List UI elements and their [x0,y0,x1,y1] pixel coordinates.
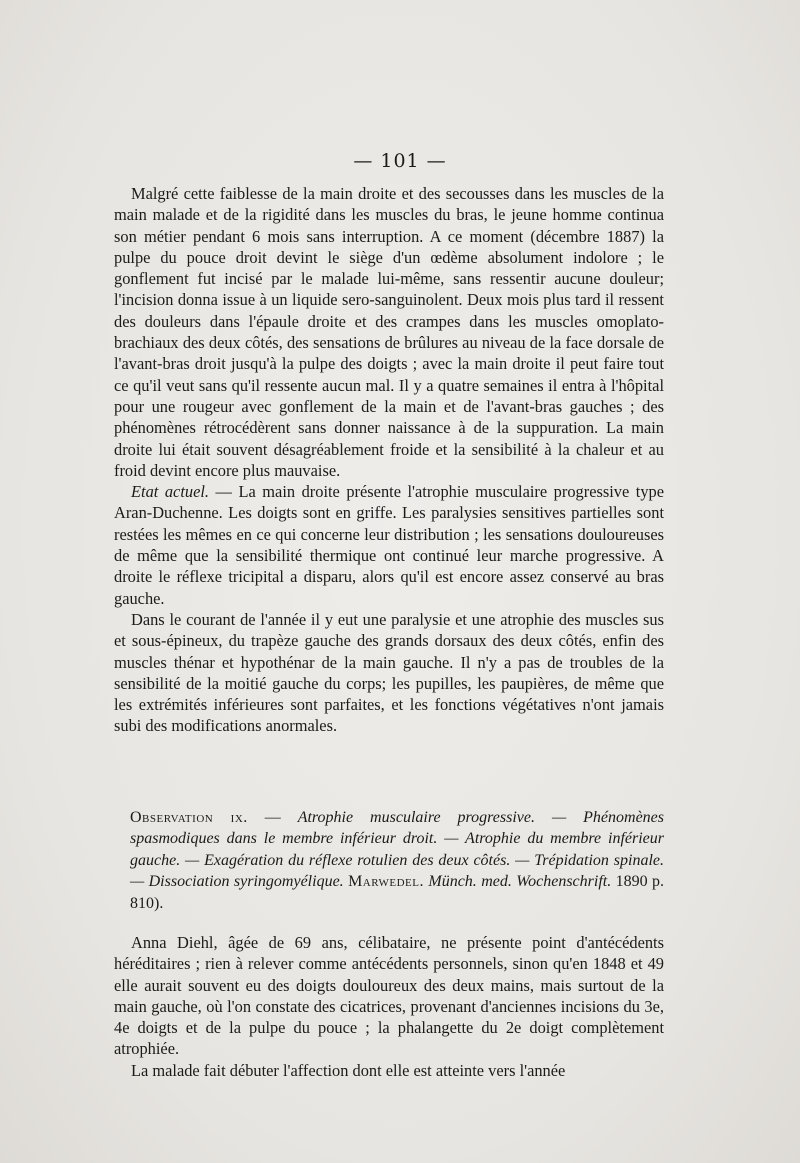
paragraph: Malgré cette faiblesse de la main droite et des secousses dans les muscles de la main malade et de la rigidité dans les muscles du bras, le jeune homme continua son métier pendant 6 mois sans interruption. A ce moment (décembre 1887) la pulpe du pouce droit devint le siège d'un œdème absolument indolore ; le gonflement fut incisé par le malade lui-même, sans ressentir aucune douleur; l'incision donna issue à un liquide sero-sanguinolent. Deux mois plus tard il ressent des douleurs dans l'épaule droite et des crampes dans les muscles omoplato-brachiaux des deux côtés, des sensations de brûlures au niveau de la face dorsale de l'avant-bras droit jusqu'à la pulpe des doigts ; avec la main droite il peut faire tout ce qu'il veut sans qu'il ressente aucun mal. Il y a quatre semaines il entra à l'hôpital pour une rougeur avec gonflement de la main et de l'avant-bras gauches ; des phénomènes rétrocédèrent sans donner naissance à de la suppuration. La main droite lui était souvent désagréablement froide et la sensibilité à la chaleur et au froid devint encore plus mauvaise. [114,184,664,480]
observation-label: Observation ix. [130,809,248,826]
paragraph: Anna Diehl, âgée de 69 ans, célibataire, ne présente point d'antécédents héréditaires ; rien à relever comme antécédents personnels, sinon qu'en 1848 et 49 elle aurait souvent eu des doigts douloureux des deux mains, mais surtout de la main gauche, où l'on constate des cicatrices, provenant d'anciennes incisions du 3e, 4e doigts et de la pulpe du pouce ; la phalangette du 2e doigt complètement atrophiée. [114,933,664,1059]
dash: — [209,482,239,502]
observation-author: Marwedel. [348,873,424,891]
text-block-bottom [114,932,664,1081]
paragraph: La malade fait débuter l'affection dont elle est atteinte vers l'année [131,1060,566,1080]
observation-journal: Münch. med. Wochenschrift. [428,873,612,891]
observation-heading [114,807,664,914]
text-block-top [114,183,664,737]
page-number: — 101 — [353,150,447,172]
paragraph-etat-actuel [114,481,664,609]
paragraph-text: La main droite présente l'atrophie musculaire progressive type Aran-Duchenne. Les doigts sont en griffe. Les paralysies sensitives partielles sont restées les mêmes en ce qui concerne leur distribution ; les sensations douloureuses de même que la sensibilité thermique ont continué leur marche progressive. A droite le réflexe tricipital a disparu, alors qu'il est encore assez conservé au bras gauche. [114,482,664,608]
dash: — [247,809,298,826]
observation-reference: 1890 p. 810). [130,873,665,912]
paragraph: Dans le courant de l'année il y eut une paralysie et une atrophie des muscles sus et sous-épineux, du trapèze gauche des grands dorsaux des deux côtés, enfin des muscles thénar et hypothénar de la main gauche. Il n'y a pas de troubles de la sensibilité de la moitié gauche du corps; les pupilles, les paupières, de même que les extrémités inférieures sont parfaites, et les fonctions végétatives n'ont jamais subi des modifications anormales. [114,609,664,736]
observation-header [114,807,664,914]
section-label: Etat actuel. [131,482,209,502]
observation-title: Atrophie musculaire progressive. — Phénomènes spasmodiques dans le membre inférieur droit. — Atrophie du membre inférieur gauche. — Exagération du réflexe rotulien des deux côtés. — Trépidation spinale.— Dissociation syringomyélique. [130,809,665,891]
